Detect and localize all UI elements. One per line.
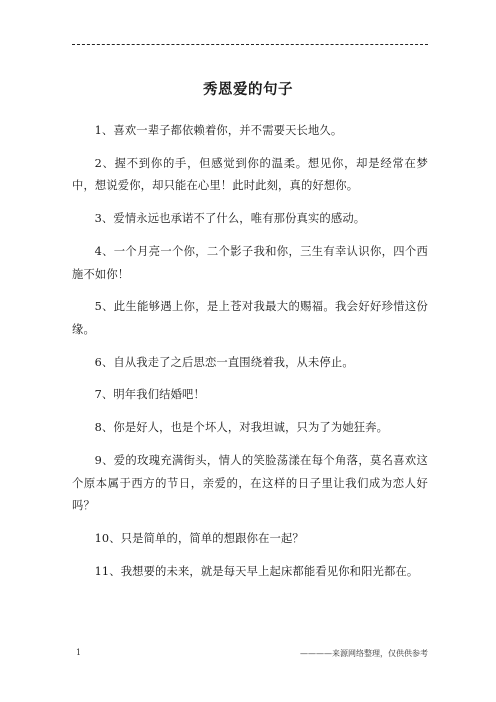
- document-body: [72, 120, 428, 594]
- footer-note: ————来源网络整理，仅供供参考: [300, 649, 428, 658]
- page-number: 1: [76, 648, 82, 657]
- header-dashed-rule: [72, 44, 428, 45]
- paragraph-5: 5、此生能够遇上你，是上苍对我最大的赐福。我会好好珍惜这份缘。: [72, 300, 428, 336]
- paragraph-4: 4、一个月亮一个你，二个影子我和你，三生有幸认识你，四个西施不如你！: [72, 244, 428, 281]
- paragraph-6: 6、自从我走了之后思恋一直围绕着我，从未停止。: [94, 355, 354, 369]
- paragraph-8: 8、你是好人，也是个坏人，对我坦诚，只为了为她狂奔。: [94, 421, 389, 435]
- paragraph-10: 10、只是简单的，简单的想跟你在一起？: [94, 532, 304, 545]
- document-title: 秀恩爱的句子: [203, 82, 293, 98]
- paragraph-1: 1、喜欢一辈子都依赖着你，并不需要天长地久。: [94, 124, 343, 137]
- paragraph-7: 7、明年我们结婚吧！: [94, 388, 205, 402]
- paragraph-3: 3、爱情永远也承诺不了什么，唯有那份真实的感动。: [94, 212, 366, 226]
- paragraph-9: 9、爱的玫瑰充满街头，情人的笑脸荡漾在每个角落，莫名喜欢这个原本属于西方的节日，亲爱的，在这样的日子里让我们成为恋人好吗？: [72, 454, 428, 513]
- paragraph-2: 2、握不到你的手，但感觉到你的温柔。想见你，却是经常在梦中，想说爱你，却只能在心里！此时此刻，真的好想你。: [72, 156, 428, 193]
- paragraph-11: 11、我想要的未来，就是每天早上起床都能看见你和阳光都在。: [94, 564, 419, 578]
